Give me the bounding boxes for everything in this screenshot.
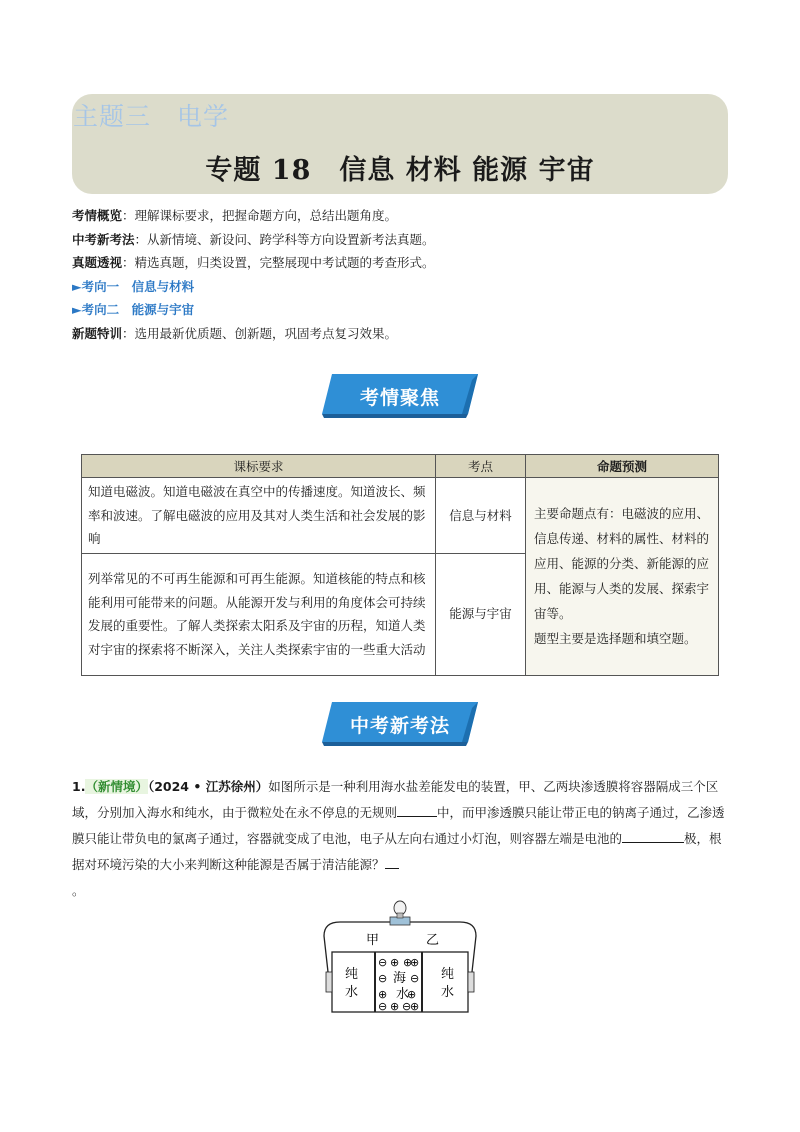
table-header-prediction: 命题预测: [526, 455, 719, 478]
question-1: [72, 774, 732, 904]
link-topic-1[interactable]: ►考向一 信息与材料: [72, 278, 195, 294]
plus-ion-icon: ⊕: [410, 1000, 420, 1013]
middle-region-label-2: 水: [396, 987, 410, 1002]
table-header-row: [82, 455, 719, 478]
intro-row-overview: 考情概览：理解课标要求，把握命题方向，总结出题角度。: [72, 208, 398, 223]
plus-ion-icon: ⊕: [378, 988, 388, 1001]
plus-ion-icon: ⊕: [410, 956, 420, 969]
middle-region-label-1: 海: [393, 971, 407, 986]
prediction-text-1: 主要命题点有：电磁波的应用、信息传递、材料的属性、材料的应用、能源的分类、新能源的应用、能源与人类的发展、探索宇宙等。: [534, 506, 710, 622]
question-text-c: 极，根据对环境污染的大小来判断这种能源是否属于清洁能源？: [72, 831, 722, 872]
table-cell-requirement: 知道电磁波。知道电磁波在真空中的传播速度。知道波长、频率和波速。了解电磁波的应用及其对人类生活和社会发展的影响: [82, 478, 436, 554]
question-text-b: 中，而甲渗透膜只能让带正电的钠离子通过，乙渗透膜只能让带负电的氯离子通过，容器就变成了电池，电子从左向右通过小灯泡，则容器左端是电池的: [72, 805, 725, 846]
prediction-text-2: 题型主要是选择题和填空题。: [534, 631, 697, 647]
table-header-point: 考点: [436, 455, 526, 478]
plus-ion-icon: ⊕: [403, 956, 413, 969]
minus-ion-icon: ⊖: [402, 1000, 412, 1013]
right-region-label-2: 水: [441, 985, 455, 1000]
left-region-label-1: 纯: [345, 967, 359, 982]
question-source: （2024 • 江苏徐州）: [147, 779, 269, 794]
minus-ion-icon: ⊖: [378, 1000, 388, 1013]
banner-new-method: [322, 702, 478, 746]
intro-row-real-exam: 真题透视：精选真题，归类设置，完整展现中考试题的考查形式。: [72, 255, 435, 270]
answer-blank-3[interactable]: [385, 855, 399, 869]
plus-ion-icon: ⊕: [407, 988, 417, 1001]
question-text-a: 如图所示是一种利用海水盐差能发电的装置，甲、乙两块渗透膜将容器隔成三个区域，分别加入海水和纯水，由于微粒处在永不停息的无规则: [72, 779, 719, 820]
minus-ion-icon: ⊖: [410, 972, 420, 985]
plus-ion-icon: ⊕: [390, 956, 400, 969]
intro-row-new-training: 新题特训：选用最新优质题、创新题，巩固考点复习效果。: [72, 325, 398, 341]
bulb-icon: [394, 901, 406, 918]
plus-ion-icon: ⊕: [390, 1000, 400, 1013]
page-title: 专题 18 信息 材料 能源 宇宙: [205, 155, 595, 186]
table-cell-prediction: [526, 478, 719, 676]
salt-battery-diagram: [318, 898, 482, 1026]
banner-new-method-text: 中考新考法: [349, 715, 450, 737]
table-header-requirement: 课标要求: [82, 455, 436, 478]
minus-ion-icon: ⊖: [378, 972, 388, 985]
minus-ion-icon: ⊖: [378, 956, 388, 969]
table-cell-point: 信息与材料: [436, 478, 526, 554]
question-number: 1.: [72, 779, 86, 794]
table-row: [82, 478, 719, 554]
question-text-d: 。: [72, 883, 85, 898]
topic-label: 主题三 电学: [73, 102, 230, 131]
exam-table: [81, 454, 719, 676]
link-topic-2[interactable]: ►考向二 能源与宇宙: [72, 302, 195, 317]
left-region-label-2: 水: [345, 985, 359, 1000]
banner-focus-text: 考情聚焦: [359, 387, 440, 409]
intro-section: [72, 204, 732, 345]
intro-row-new-method: 中考新考法：从新情境、新设问、跨学科等方向设置新考法真题。: [72, 231, 435, 247]
right-region-label-1: 纯: [441, 967, 455, 982]
membrane-b-label: 乙: [426, 933, 440, 948]
table-cell-point: 能源与宇宙: [436, 553, 526, 675]
answer-blank-1[interactable]: [397, 803, 437, 817]
membrane-a-label: 甲: [366, 933, 380, 948]
answer-blank-2[interactable]: [622, 829, 684, 843]
banner-focus: [322, 374, 478, 418]
table-cell-requirement: 列举常见的不可再生能源和可再生能源。知道核能的特点和核能利用可能带来的问题。从能源开发与利用的角度体会可持续发展的重要性。了解人类探索太阳系及宇宙的历程，知道人类对宇宙的探索将不断深入，关注人类探索宇宙的一些重大活动: [82, 553, 436, 675]
question-tag: （新情境）: [85, 779, 148, 794]
